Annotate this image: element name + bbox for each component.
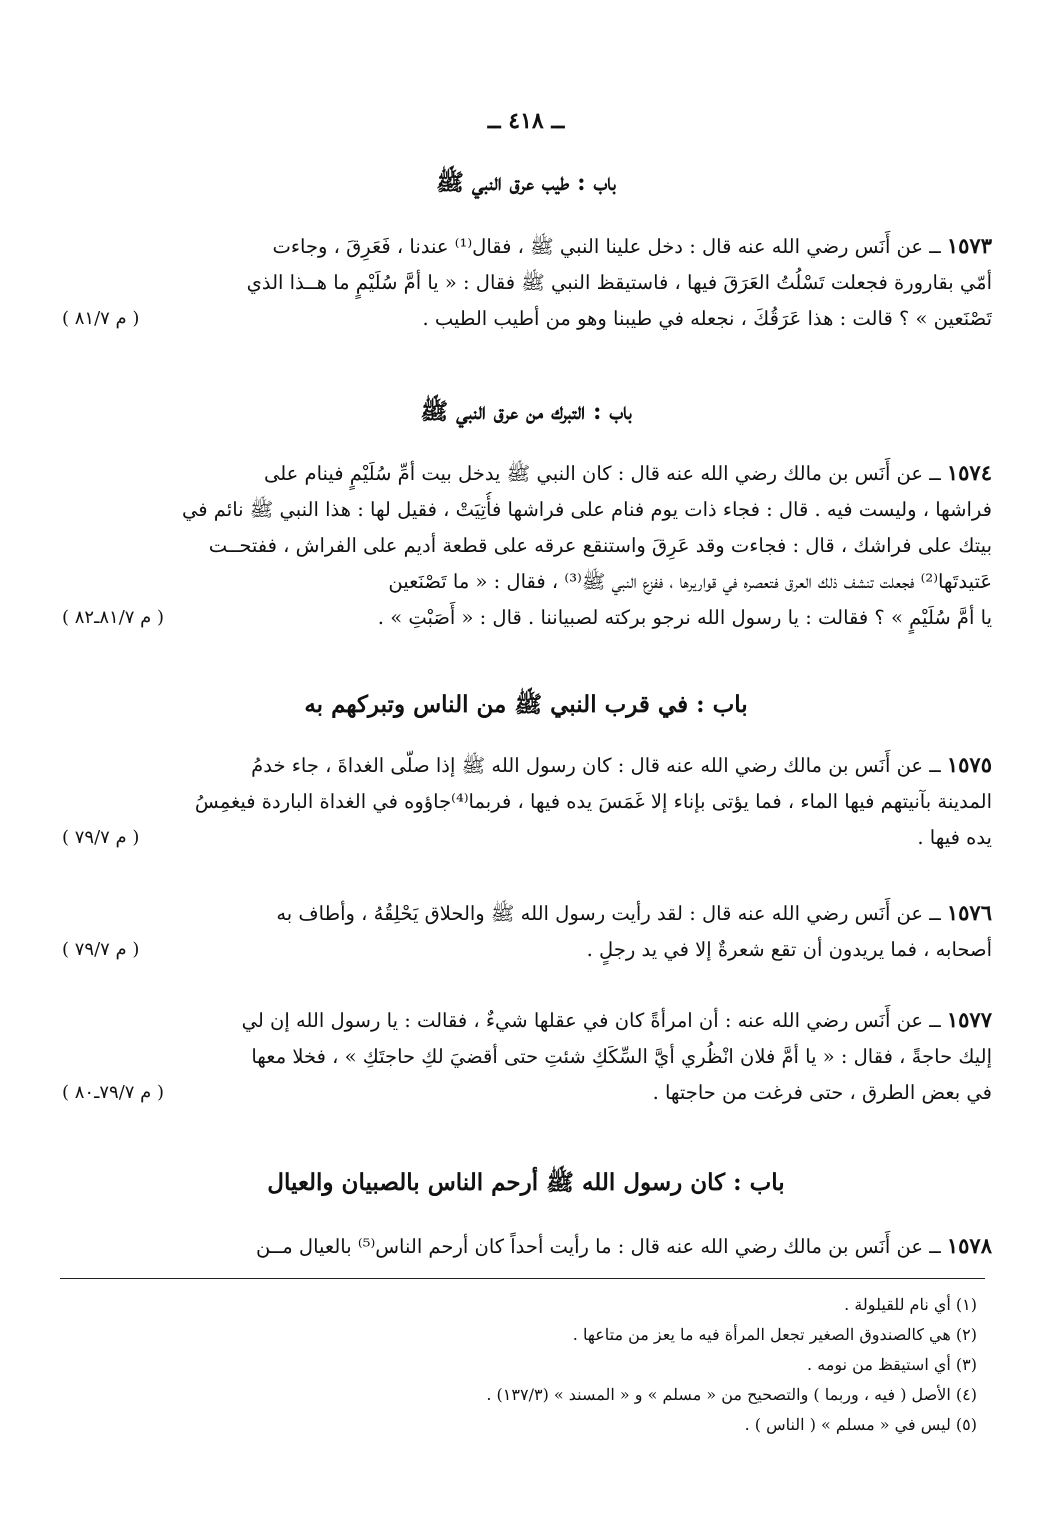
- hadith-1573: [62, 228, 992, 337]
- page-number: ــ ٤١٨ ــ: [487, 108, 565, 134]
- hadith-text-line: ــ عن أَنَس رضي الله عنه : أن امرأةً كان في عقلها شيءٌ ، فقالت : يا رسول الله إن لي: [241, 1009, 941, 1032]
- hadith-text-line: تَصْنَعين » ؟ قالت : هذا عَرَقُكَ ، نجعله في طيبنا وهو من أطيب الطيب .: [422, 307, 992, 330]
- footnote: (٢) هي كالصندوق الصغير تجعل المرأة فيه ما يعز من متاعها .: [572, 1325, 977, 1344]
- source-reference: ( م ٧٩/٧ ): [62, 939, 140, 960]
- hadith-number: ١٥٧٥: [946, 752, 992, 777]
- footnote: (٣) أي استيقظ من نومه .: [807, 1355, 977, 1374]
- chapter-heading: باب : كان رسول الله ﷺ أرحم الناس بالصبيان والعيال: [267, 1169, 785, 1196]
- chapter-heading: باب : التبرك من عرق النبي ﷺ: [420, 398, 632, 425]
- hadith-number: ١٥٧٤: [946, 460, 992, 485]
- hadith-1577: [62, 1002, 992, 1111]
- hadith-text-line: أمّي بقارورة فجعلت تَسْلُتُ العَرَقَ فيها ، فاستيقظ النبي ﷺ فقال : « يا أمَّ سُلَيْمٍ ما هــذا الذي: [246, 271, 992, 294]
- footnote: (٥) ليس في « مسلم » ( الناس ) .: [744, 1415, 977, 1434]
- hadith-text-line: ــ عن أَنَس بن مالك رضي الله عنه قال : كان النبي ﷺ يدخل بيت أمِّ سُلَيْمٍ فينام على: [263, 462, 941, 485]
- footnotes: [77, 1290, 977, 1440]
- source-reference: ( م ٧٩/٧ ): [62, 827, 140, 848]
- hadith-text-line: ــ عن أَنَس رضي الله عنه قال : لقد رأيت رسول الله ﷺ والحلاق يَحْلِقُهُ ، وأطاف به: [276, 902, 941, 925]
- footnote-divider: [60, 1278, 985, 1279]
- hadith-text-line: يده فيها .: [917, 826, 992, 849]
- hadith-number: ١٥٧٦: [946, 900, 992, 925]
- hadith-number: ١٥٧٣: [946, 233, 992, 258]
- hadith-1578: [62, 1228, 992, 1265]
- hadith-text-line: إليك حاجةً ، فقال : « يا أمَّ فلان انْظُري أيَّ السِّكَكِ شئتِ حتى أقضيَ لكِ حاجتَكِ » ، فخلا معها: [251, 1045, 992, 1068]
- hadith-text-line: المدينة بآنيتهم فيها الماء ، فما يؤتى بإناء إلا غَمَسَ يده فيها ، فربما⁽⁴⁾جاؤوه في الغداة الباردة فيغمِسُ: [194, 790, 992, 813]
- source-reference: ( م ٧٩/٧ـ٨٠ ): [62, 1082, 165, 1103]
- hadith-text-line: فراشها ، وليست فيه . قال : فجاء ذات يوم فنام على فراشها فأُتِيَتْ ، فقيل لها : هذا النبي ﷺ نائم في: [182, 498, 992, 521]
- hadith-number: ١٥٧٧: [946, 1007, 992, 1032]
- hadith-text-line: ــ عن أَنَس بن مالك رضي الله عنه قال : كان رسول الله ﷺ إذا صلّى الغداةَ ، جاء خدمُ: [251, 754, 941, 777]
- hadith-1575: [62, 747, 992, 856]
- hadith-text-line: ــ عن أَنَس رضي الله عنه قال : دخل علينا النبي ﷺ ، فقال⁽¹⁾ عندنا ، فَعَرِقَ ، وجاءت: [272, 235, 941, 258]
- footnote: (١) أي نام للقيلولة .: [844, 1295, 977, 1314]
- footnote: (٤) الأصل ( فيه ، وربما ) والتصحيح من « مسلم » و « المسند » (١٣٧/٣) .: [486, 1385, 977, 1404]
- hadith-number: ١٥٧٨: [946, 1233, 992, 1258]
- hadith-text-line: عَتيدتَها⁽²⁾ فجعلت تنشف ذلك العرق فتعصره في قواريرها ، ففزع النبي ﷺ⁽³⁾ ، فقال : « ما تَصْنَعين: [388, 570, 992, 593]
- source-reference: ( م ٨١/٧ ): [62, 308, 140, 329]
- hadith-1574: [62, 455, 992, 636]
- hadith-text-line: ــ عن أَنَس بن مالك رضي الله عنه قال : ما رأيت أحداً كان أرحم الناس⁽⁵⁾ بالعيال مــن: [256, 1235, 941, 1258]
- hadith-text-line: يا أمَّ سُلَيْمٍ » ؟ فقالت : يا رسول الله نرجو بركته لصبياننا . قال : « أَصَبْتِ » .: [377, 606, 992, 629]
- hadith-1576: [62, 895, 992, 968]
- hadith-text-line: في بعض الطرق ، حتى فرغت من حاجتها .: [652, 1081, 992, 1104]
- chapter-heading: باب : طيب عرق النبي ﷺ: [436, 169, 616, 196]
- source-reference: ( م ٨١/٧ـ٨٢ ): [62, 607, 165, 628]
- hadith-text-line: بيتك على فراشك ، قال : فجاءت وقد عَرِقَ واستنقع عرقه على قطعة أديم على الفراش ، ففتحــت: [208, 534, 992, 557]
- hadith-text-line: أصحابه ، فما يريدون أن تقع شعرةٌ إلا في يد رجلٍ .: [586, 938, 992, 961]
- chapter-heading: باب : في قرب النبي ﷺ من الناس وتبركهم به: [304, 691, 748, 718]
